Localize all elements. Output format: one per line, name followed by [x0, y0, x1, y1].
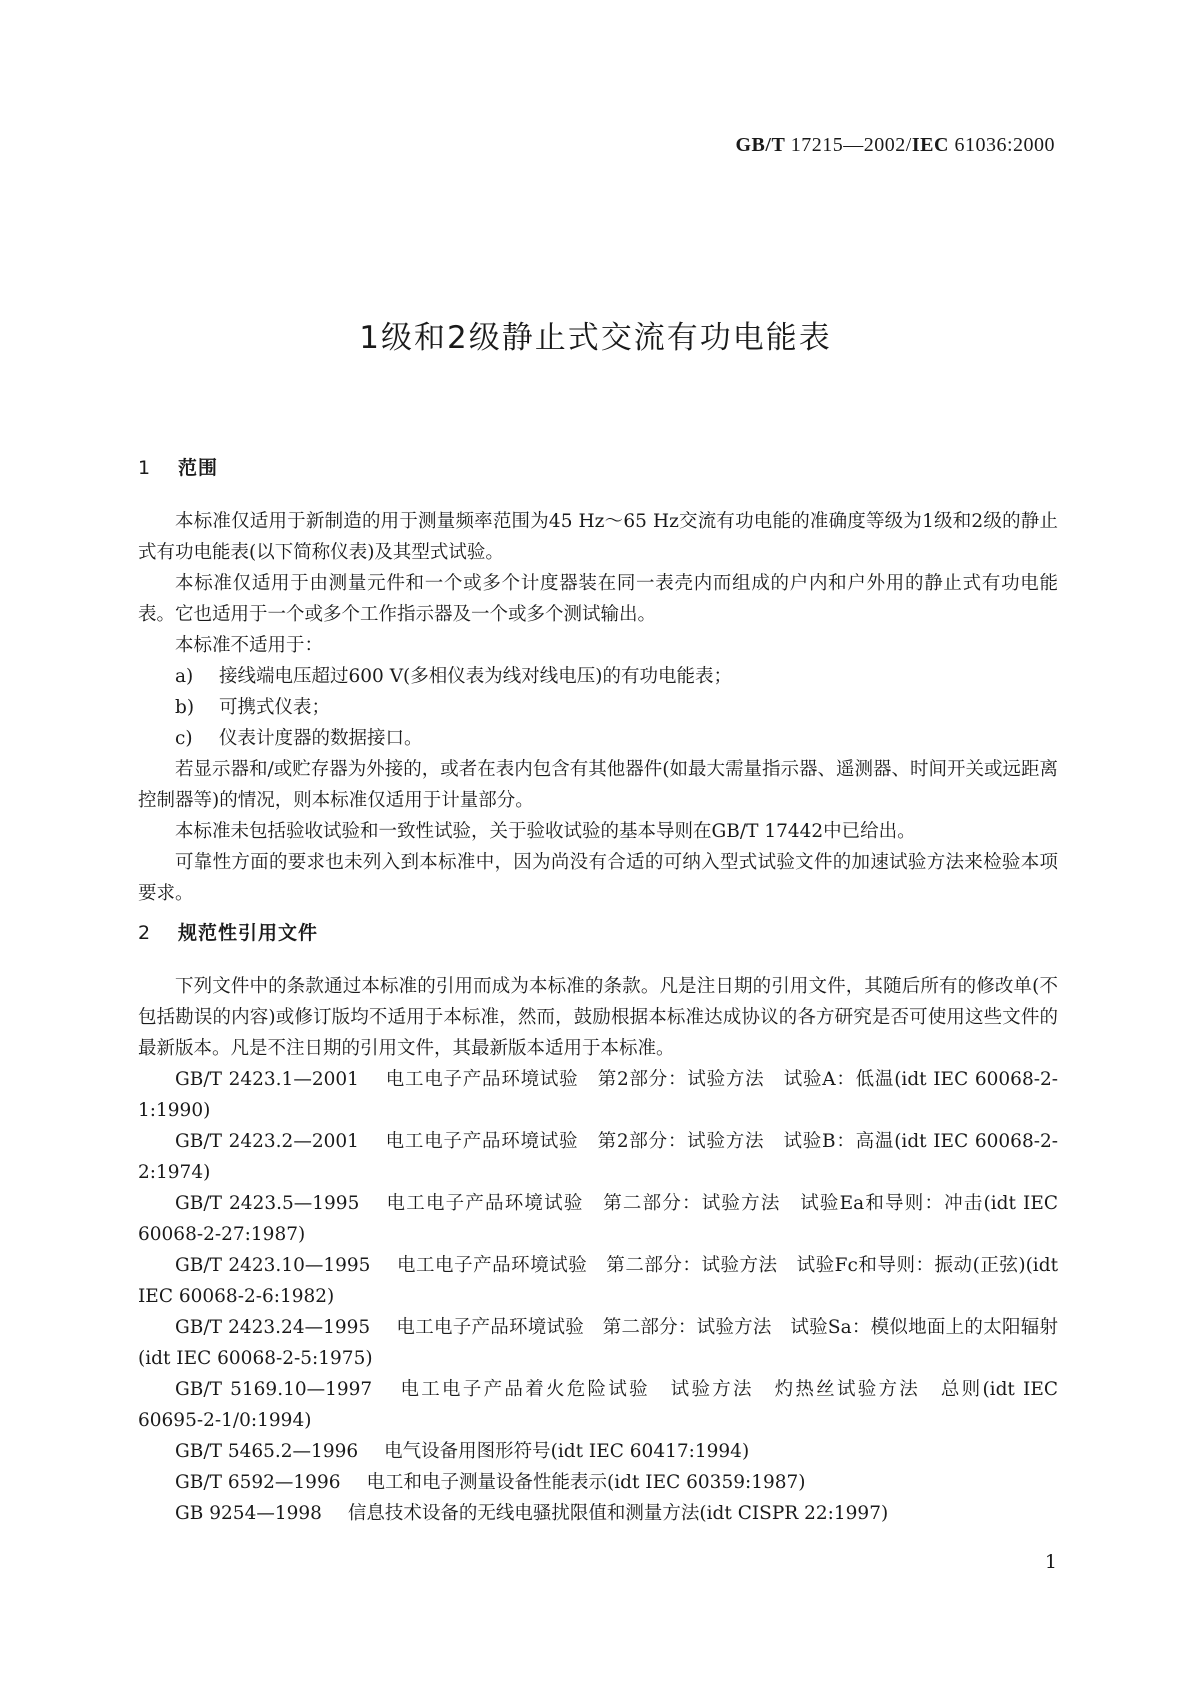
- page-number: 1: [1044, 1551, 1057, 1573]
- section-2-heading: [138, 923, 1058, 971]
- reference-item: GB/T 2423.10—1995 电工电子产品环境试验 第二部分：试验方法 试验Fc和导则：振动(正弦)(idt IEC 60068-2-6:1982): [138, 1255, 1059, 1307]
- reference-item: GB/T 2423.5—1995 电工电子产品环境试验 第二部分：试验方法 试验Ea和导则：冲击(idt IEC 60068-2-27:1987): [138, 1193, 1059, 1245]
- section-1-title: 范围: [178, 457, 219, 479]
- section-2-title: 规范性引用文件: [178, 922, 319, 944]
- section-1-paragraph-5: 本标准未包括验收试验和一致性试验，关于验收试验的基本导则在GB/T 17442中已给出。: [175, 821, 916, 842]
- reference-item: GB/T 2423.2—2001 电工电子产品环境试验 第2部分：试验方法 试验B：高温(idt IEC 60068-2-2:1974): [138, 1131, 1058, 1183]
- section-1-heading: [138, 458, 1058, 506]
- reference-item: GB/T 5169.10—1997 电工电子产品着火危险试验 试验方法 灼热丝试验方法 总则(idt IEC 60695-2-1/0:1994): [138, 1379, 1058, 1431]
- standard-code-header: GB/T 17215—2002/IEC 61036:2000: [735, 134, 1055, 156]
- list-item-c: c) 仪表计度器的数据接口。: [175, 728, 423, 749]
- reference-item: GB/T 2423.1—2001 电工电子产品环境试验 第2部分：试验方法 试验A：低温(idt IEC 60068-2-1:1990): [138, 1069, 1058, 1121]
- document-body: [138, 458, 1058, 1529]
- section-1-paragraph-1: 本标准仅适用于新制造的用于测量频率范围为45 Hz～65 Hz交流有功电能的准确度等级为1级和2级的静止式有功电能表(以下简称仪表)及其型式试验。: [138, 511, 1058, 563]
- section-1-number: 1: [138, 457, 152, 479]
- section-2-number: 2: [138, 922, 152, 944]
- reference-item: GB 9254—1998 信息技术设备的无线电骚扰限值和测量方法(idt CISPR 22:1997): [175, 1503, 889, 1524]
- section-1-paragraph-6: 可靠性方面的要求也未列入到本标准中，因为尚没有合适的可纳入型式试验文件的加速试验方法来检验本项要求。: [138, 852, 1058, 904]
- section-1-paragraph-4: 若显示器和/或贮存器为外接的，或者在表内包含有其他器件(如最大需量指示器、遥测器、时间开关或远距离控制器等)的情况，则本标准仅适用于计量部分。: [138, 759, 1058, 811]
- section-1-paragraph-2: 本标准仅适用于由测量元件和一个或多个计度器装在同一表壳内而组成的户内和户外用的静止式有功电能表。它也适用于一个或多个工作指示器及一个或多个测试输出。: [138, 573, 1058, 625]
- list-item-b: b) 可携式仪表；: [175, 697, 331, 718]
- reference-item: GB/T 2423.24—1995 电工电子产品环境试验 第二部分：试验方法 试验Sa：模似地面上的太阳辐射(idt IEC 60068-2-5:1975): [138, 1317, 1058, 1369]
- section-2-intro: 下列文件中的条款通过本标准的引用而成为本标准的条款。凡是注日期的引用文件，其随后所有的修改单(不包括勘误的内容)或修订版均不适用于本标准，然而，鼓励根据本标准达成协议的各方研究是否可使用这些文件的最新版本。凡是不注日期的引用文件，其最新版本适用于本标准。: [138, 976, 1058, 1059]
- section-1-paragraph-3: 本标准不适用于：: [175, 635, 324, 656]
- document-title: 1级和2级静止式交流有功电能表: [359, 320, 832, 356]
- reference-item: GB/T 6592—1996 电工和电子测量设备性能表示(idt IEC 60359:1987): [175, 1472, 806, 1493]
- list-item-a: a) 接线端电压超过600 V(多相仪表为线对线电压)的有功电能表；: [175, 666, 732, 687]
- reference-item: GB/T 5465.2—1996 电气设备用图形符号(idt IEC 60417:1994): [175, 1441, 750, 1462]
